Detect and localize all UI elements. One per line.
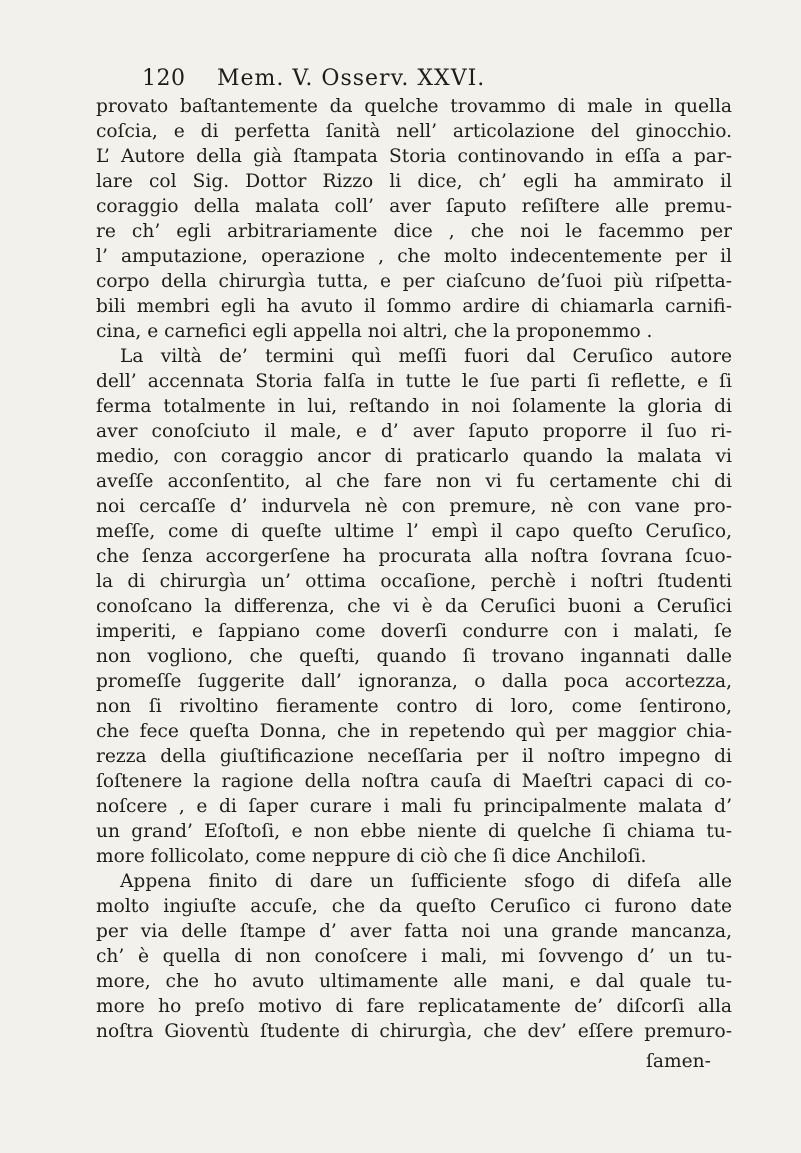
text-line: ſoſtenere la ragione della noſtra cauſa di Maeſtri capaci di co-: [96, 771, 732, 792]
text-line: ch’ è quella di non conoſcere i mali, mi ſovvengo d’ un tu-: [96, 946, 732, 967]
text-line: provato baſtantemente da quelche trovammo di male in quella: [96, 96, 732, 117]
text-line: coſcia, e di perfetta ſanità nell’ articolazione del ginocchio.: [96, 121, 732, 142]
text-line: la di chirurgìa un’ ottima occaſione, perchè i noſtri ſtudenti: [96, 571, 732, 592]
text-line: che fece queſta Donna, che in repetendo quì per maggior chia-: [96, 721, 732, 742]
text-line: Appena finito di dare un ſufficiente sfogo di difeſa alle: [120, 871, 732, 892]
text-line: cina, e carnefici egli appella noi altri, che la proponemmo .: [96, 321, 653, 342]
text-line: non ſi rivoltino fieramente contro di loro, come ſentirono,: [96, 696, 732, 717]
text-line: che ſenza accorgerſene ha procurata alla noſtra ſovrana ſcuo-: [96, 546, 732, 567]
text-line: rezza della giuſtificazione neceſſaria per il noſtro impegno di: [96, 746, 732, 767]
running-head: Mem. V. Osserv. XXVI.: [217, 66, 486, 91]
text-line: bili membri egli ha avuto il ſommo ardire di chiamarla carnifi-: [96, 296, 732, 317]
text-line: re ch’ egli arbitrariamente dice , che noi le facemmo per: [96, 221, 732, 242]
text-line: lare col Sig. Dottor Rizzo li dice, ch’ egli ha ammirato il: [96, 171, 732, 192]
text-line: imperiti, e ſappiano come doverſi condurre con i malati, ſe: [96, 621, 732, 642]
text-line: molto ingiuſte accuſe, che da queſto Ceruſico ci furono date: [96, 896, 732, 917]
text-line: more follicolato, come neppure di ciò che ſi dice Anchiloſi.: [96, 846, 647, 867]
page-number: 120: [142, 66, 186, 91]
text-line: promeſſe ſuggerite dall’ ignoranza, o dalla poca accortezza,: [96, 671, 732, 692]
text-line: ferma totalmente in lui, reſtando in noi ſolamente la gloria di: [96, 396, 732, 417]
text-line: more ho preſo motivo di fare replicatamente de’ diſcorſi alla: [96, 996, 732, 1017]
catchword: ſamen-: [646, 1051, 711, 1072]
text-line: l’ amputazione, operazione , che molto indecentemente per il: [96, 246, 732, 267]
text-line: noſtra Gioventù ſtudente di chirurgìa, che dev’ eſſere premuro-: [96, 1021, 732, 1042]
text-line: conoſcano la differenza, che vi è da Ceruſici buoni a Ceruſici: [96, 596, 732, 617]
text-line: aveſſe acconſentito, al che fare non vi fu certamente chi di: [96, 471, 732, 492]
text-line: meſſe, come di queſte ultime l’ empì il capo queſto Ceruſico,: [96, 521, 732, 542]
text-line: non vogliono, che queſti, quando ſi trovano ingannati dalle: [96, 646, 732, 667]
body-text: [96, 94, 732, 1044]
text-line: noi cercaſſe d’ indurvela nè con premure, nè con vane pro-: [96, 496, 732, 517]
text-line: La viltà de’ termini quì meſſi fuori dal Ceruſico autore: [120, 346, 732, 367]
text-line: coraggio della malata coll’ aver ſaputo reſiſtere alle premu-: [96, 196, 732, 217]
text-line: more, che ho avuto ultimamente alle mani, e dal quale tu-: [96, 971, 732, 992]
text-line: un grand’ Eſoſtoſi, e non ebbe niente di quelche ſi chiama tu-: [96, 821, 732, 842]
text-line: corpo della chirurgìa tutta, e per ciaſcuno de’ſuoi più riſpetta-: [96, 271, 732, 292]
text-line: aver conoſciuto il male, e d’ aver ſaputo proporre il ſuo ri-: [96, 421, 732, 442]
text-line: noſcere , e di ſaper curare i mali fu principalmente malata d’: [96, 796, 732, 817]
text-line: medio, con coraggio ancor di praticarlo quando la malata vi: [96, 446, 732, 467]
page-header: [142, 66, 662, 96]
text-line: dell’ accennata Storia falſa in tutte le ſue parti ſi reflette, e ſi: [96, 371, 732, 392]
text-line: L’ Autore della già ſtampata Storia continovando in eſſa a par-: [96, 146, 732, 167]
text-line: per via delle ſtampe d’ aver fatta noi una grande mancanza,: [96, 921, 732, 942]
